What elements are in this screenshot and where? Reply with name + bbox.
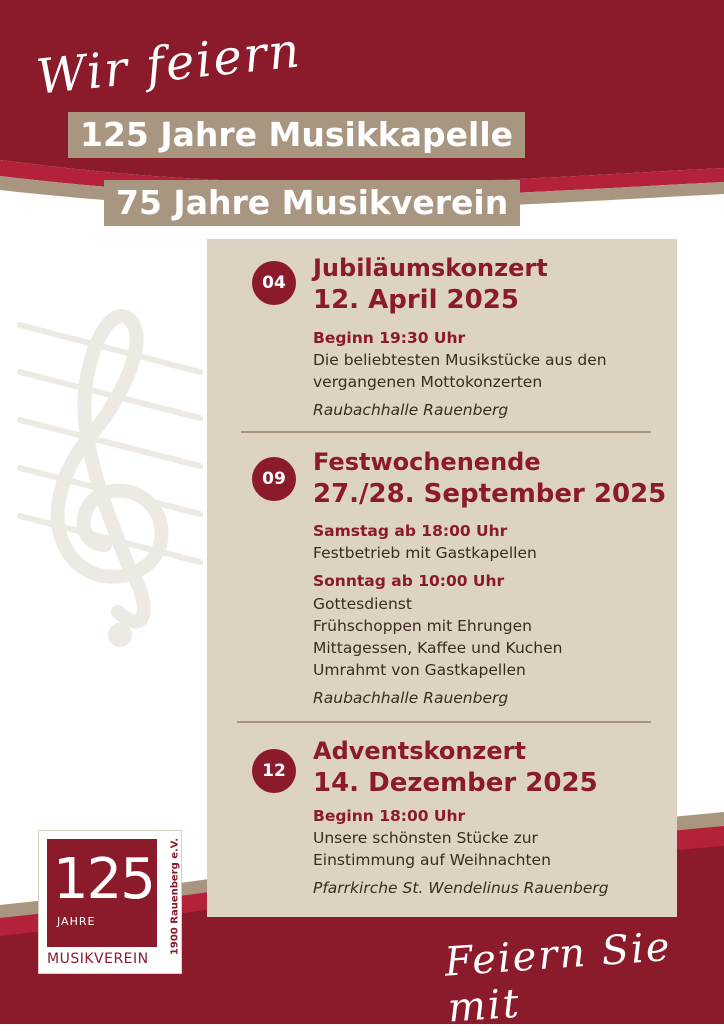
logo-side-text: 1900 Rauenberg e.V. [169,837,181,956]
event-description: Die beliebtesten Musikstücke aus den [313,351,607,369]
event-title: Jubiläumskonzert [313,254,548,282]
event-date: 14. Dezember 2025 [313,768,598,798]
event-title: Adventskonzert [313,737,526,765]
event-location: Raubachhalle Rauenberg [313,401,509,419]
event-description: vergangenen Mottokonzerten [313,373,543,391]
logo-jahre: JAHRE [57,915,96,928]
logo-name: MUSIKVEREIN [47,951,149,967]
event-description: Einstimmung auf Weihnachten [313,851,551,869]
event-date: 27./28. September 2025 [313,479,667,509]
logo-number: 125 [53,847,154,912]
event-title: Festwochenende [313,448,541,476]
event-time: Beginn 19:30 Uhr [313,329,466,347]
treble-clef-icon [20,316,200,647]
event-sunday-program: Umrahmt von Gastkapellen [313,661,526,679]
headline-75-jahre: 75 Jahre Musikverein [104,180,520,226]
event-sunday-program: Gottesdienst [313,595,412,613]
event-day-badge: 04 [252,261,296,305]
divider [237,721,651,723]
event-saturday-time: Samstag ab 18:00 Uhr [313,522,508,540]
headline-125-jahre: 125 Jahre Musikkapelle [68,112,525,158]
event-location: Raubachhalle Rauenberg [313,689,509,707]
event-day-badge: 12 [252,749,296,793]
event-description: Unsere schönsten Stücke zur [313,829,538,847]
script-title: Wir feiern [33,22,305,106]
event-day-badge: 09 [252,457,296,501]
event-date: 12. April 2025 [313,285,519,315]
divider [241,431,651,433]
footer-script-text: Feiern Sie mit [443,923,673,1032]
events-panel [207,239,677,917]
event-sunday-program: Mittagessen, Kaffee und Kuchen [313,639,563,657]
event-time: Beginn 18:00 Uhr [313,807,466,825]
event-sunday-program: Frühschoppen mit Ehrungen [313,617,532,635]
event-saturday-program: Festbetrieb mit Gastkapellen [313,544,537,562]
event-sunday-time: Sonntag ab 10:00 Uhr [313,572,505,590]
musikverein-logo [38,830,182,974]
event-location: Pfarrkirche St. Wendelinus Rauenberg [313,879,609,897]
